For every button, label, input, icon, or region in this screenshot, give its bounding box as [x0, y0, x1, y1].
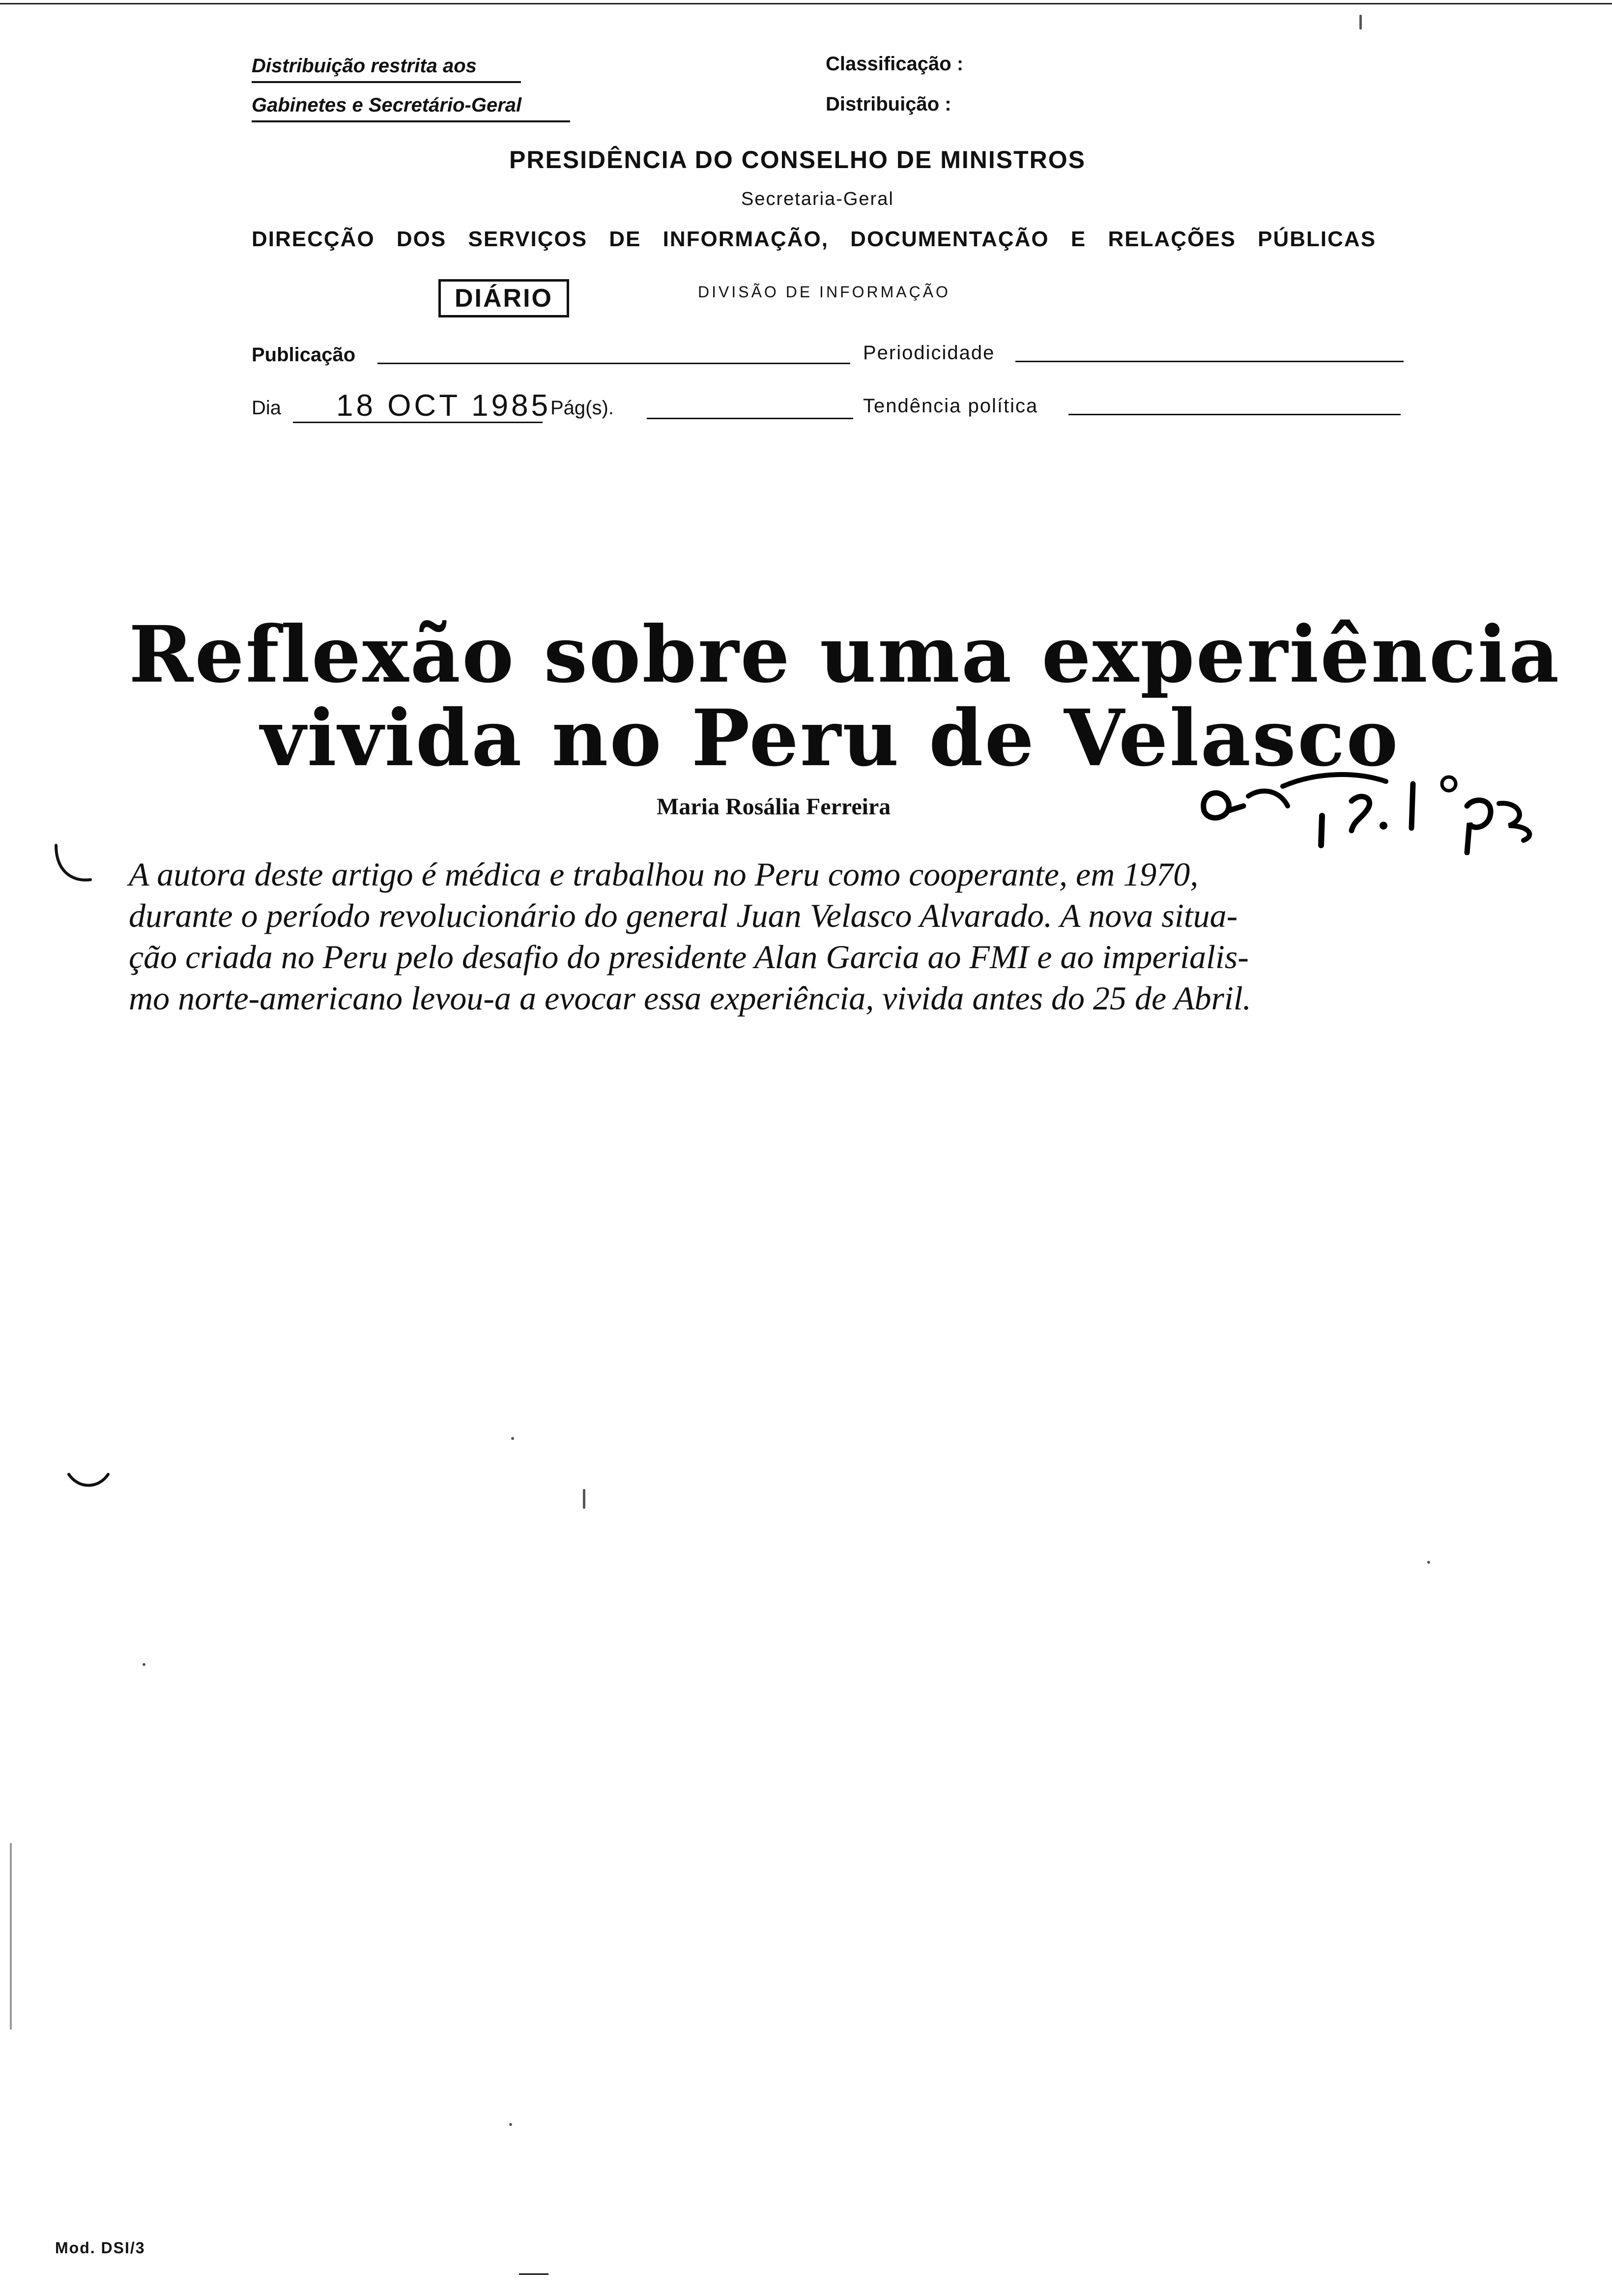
- punch-hole-mark-upper: [51, 835, 100, 890]
- scan-speck: [1427, 1561, 1430, 1564]
- division-title: DIVISÃO DE INFORMAÇÃO: [698, 283, 950, 301]
- pages-line: [647, 418, 853, 419]
- political-tendency-label: Tendência política: [863, 395, 1038, 417]
- footer-dash: [519, 2273, 548, 2275]
- day-label: Dia: [252, 397, 282, 419]
- scan-speck: [509, 2123, 512, 2126]
- directorate-title: DIRECÇÃO DOS SERVIÇOS DE INFORMAÇÃO, DOCUMENTAÇÃO E RELAÇÕES PÚBLICAS: [252, 227, 1377, 251]
- day-value: 18 OCT 1985: [336, 389, 551, 423]
- form-code: Mod. DSI/3: [55, 2239, 145, 2257]
- scan-edge-mark: [10, 1843, 12, 2030]
- scan-speck: [143, 1663, 145, 1666]
- periodicity-line: [1015, 361, 1404, 362]
- headline-line2: vivida no Peru de Velasco: [260, 693, 1400, 784]
- presidency-title: PRESIDÊNCIA DO CONSELHO DE MINISTROS: [509, 146, 1086, 173]
- scan-speck: [583, 1489, 585, 1509]
- classification-label: Classificação :: [826, 53, 964, 75]
- scan-speck: [511, 1437, 514, 1440]
- secretariat-title: Secretaria-Geral: [741, 189, 894, 209]
- lead-line-3: ção criada no Peru pelo desafio do presidente Alan Garcia ao FMI e ao imperialis-: [129, 938, 1249, 976]
- handwritten-date-annotation: [1189, 757, 1543, 855]
- lead-line-2: durante o período revolucionário do general Juan Velasco Alvarado. A nova situa-: [129, 897, 1238, 934]
- diario-stamp: DIÁRIO: [438, 279, 569, 317]
- distribution-restricted-line2: Gabinetes e Secretário-Geral: [252, 94, 570, 122]
- lead-line-1: A autora deste artigo é médica e trabalhou no Peru como cooperante, em 1970,: [129, 856, 1199, 893]
- publication-label: Publicação: [252, 344, 356, 366]
- article-author: Maria Rosália Ferreira: [657, 794, 891, 820]
- lead-line-4: mo norte-americano levou-a a evocar essa experiência, vivida antes do 25 de Abril.: [129, 979, 1251, 1017]
- pages-label: Pág(s).: [550, 397, 614, 419]
- scan-speck: [1359, 15, 1362, 29]
- publication-line: [377, 363, 850, 364]
- punch-hole-mark-lower: [64, 1464, 118, 1504]
- political-tendency-line: [1068, 414, 1401, 415]
- periodicity-label: Periodicidade: [863, 342, 995, 364]
- headline-line1: Reflexão sobre uma experiência: [129, 609, 1561, 700]
- top-border-rule: [0, 3, 1612, 4]
- distribution-label: Distribuição :: [826, 93, 951, 115]
- distribution-restricted-line1: Distribuição restrita aos: [252, 55, 521, 83]
